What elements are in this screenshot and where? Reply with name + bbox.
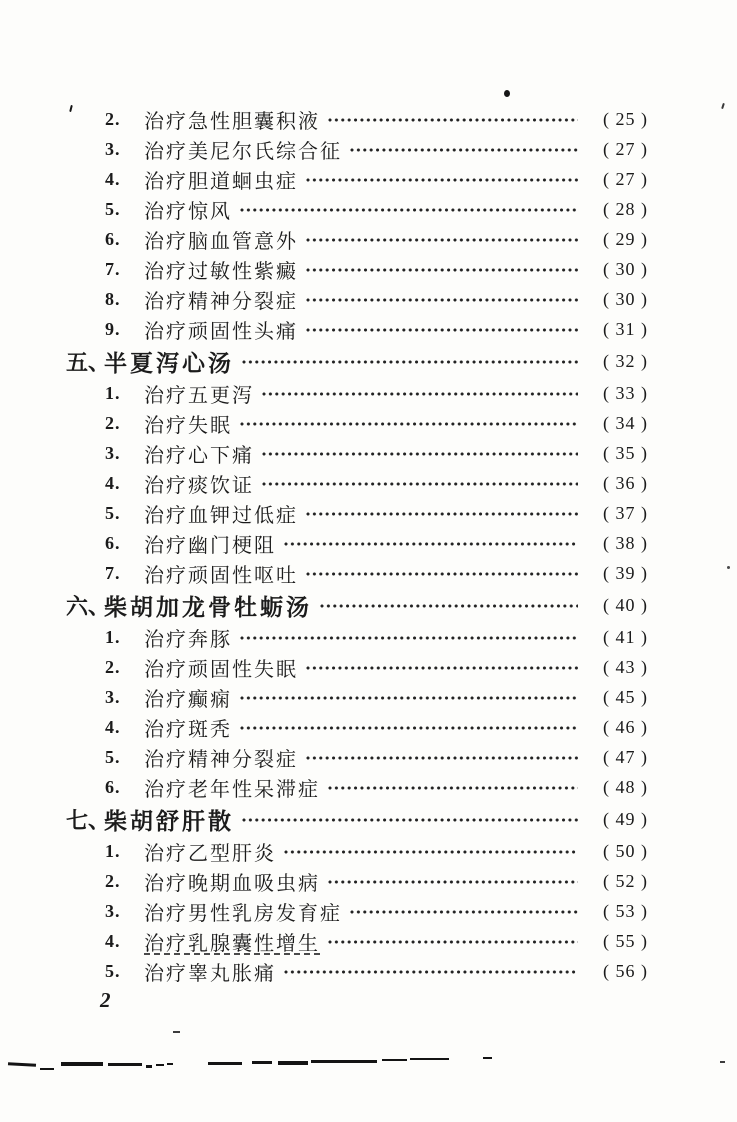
toc-entry-title: 治疗胆道蛔虫症 bbox=[144, 170, 298, 193]
toc-entry-number: 4. bbox=[105, 716, 121, 737]
toc-row bbox=[66, 742, 648, 772]
toc-entry-page: ( 55 ) bbox=[603, 930, 648, 951]
toc-row bbox=[66, 134, 648, 164]
toc-entry-page: ( 25 ) bbox=[603, 108, 648, 129]
toc-entry-page: ( 27 ) bbox=[603, 168, 648, 189]
toc-entry-page: ( 53 ) bbox=[603, 900, 648, 921]
toc-entry-title: 治疗急性胆囊积液 bbox=[144, 110, 320, 133]
dot-leader bbox=[306, 268, 578, 272]
toc-row bbox=[66, 378, 648, 408]
dot-leader bbox=[284, 542, 578, 546]
toc-entry-page: ( 40 ) bbox=[603, 594, 648, 615]
toc-entry-title: 治疗精神分裂症 bbox=[144, 748, 298, 771]
dot-leader bbox=[262, 392, 578, 396]
toc-entry-page: ( 48 ) bbox=[603, 776, 648, 797]
toc-row bbox=[66, 956, 648, 986]
toc-entry-number: 7. bbox=[105, 258, 121, 279]
dot-leader bbox=[306, 178, 578, 182]
toc-row bbox=[66, 836, 648, 866]
toc-entry-number: 2. bbox=[105, 656, 121, 677]
toc-entry-page: ( 28 ) bbox=[603, 198, 648, 219]
toc-row bbox=[66, 622, 648, 652]
toc-entry-title: 治疗五更泻 bbox=[144, 384, 254, 407]
toc-entry-number: 2. bbox=[105, 412, 121, 433]
toc-entry-number: 8. bbox=[105, 288, 121, 309]
toc-entry-page: ( 41 ) bbox=[603, 626, 648, 647]
dot-leader bbox=[240, 422, 578, 426]
toc-entry-number: 1. bbox=[105, 626, 121, 647]
toc-entry-page: ( 56 ) bbox=[603, 960, 648, 981]
toc-row bbox=[66, 254, 648, 284]
toc-entry-page: ( 45 ) bbox=[603, 686, 648, 707]
toc-list bbox=[66, 104, 648, 986]
toc-entry-title: 柴胡舒肝散 bbox=[104, 808, 234, 834]
dot-leader bbox=[240, 696, 578, 700]
toc-entry-title: 治疗老年性呆滞症 bbox=[144, 778, 320, 801]
dot-leader bbox=[242, 818, 578, 822]
page-number: 2 bbox=[100, 988, 112, 1012]
toc-entry-page: ( 39 ) bbox=[603, 562, 648, 583]
dot-leader bbox=[284, 850, 578, 854]
toc-row bbox=[66, 896, 648, 926]
toc-entry-title: 柴胡加龙骨牡蛎汤 bbox=[104, 594, 312, 620]
toc-entry-title: 治疗脑血管意外 bbox=[144, 230, 298, 253]
toc-row bbox=[66, 866, 648, 896]
toc-entry-page: ( 38 ) bbox=[603, 532, 648, 553]
toc-entry-title: 治疗过敏性紫癜 bbox=[144, 260, 298, 283]
dot-leader bbox=[262, 452, 578, 456]
dot-leader bbox=[262, 482, 578, 486]
toc-entry-number: 1. bbox=[105, 840, 121, 861]
dot-leader bbox=[328, 118, 578, 122]
toc-entry-number: 4. bbox=[105, 472, 121, 493]
toc-entry-page: ( 27 ) bbox=[603, 138, 648, 159]
toc-entry-page: ( 37 ) bbox=[603, 502, 648, 523]
toc-entry-number: 5. bbox=[105, 746, 121, 767]
toc-entry-title: 治疗顽固性失眠 bbox=[144, 658, 298, 681]
dot-leader bbox=[320, 604, 578, 608]
toc-entry-page: ( 49 ) bbox=[603, 808, 648, 829]
toc-entry-number: 6. bbox=[105, 228, 121, 249]
toc-entry-title: 治疗奔豚 bbox=[144, 628, 232, 651]
toc-entry-title: 治疗顽固性头痛 bbox=[144, 320, 298, 343]
toc-row bbox=[66, 498, 648, 528]
toc-entry-title: 治疗晚期血吸虫病 bbox=[144, 872, 320, 895]
dot-leader bbox=[240, 636, 578, 640]
toc-row bbox=[66, 802, 648, 836]
dot-leader bbox=[350, 910, 578, 914]
toc-entry-number: 4. bbox=[105, 168, 121, 189]
toc-entry-number: 9. bbox=[105, 318, 121, 339]
toc-entry-title: 治疗男性乳房发育症 bbox=[144, 902, 342, 925]
toc-entry-number: 5. bbox=[105, 502, 121, 523]
dot-leader bbox=[284, 970, 578, 974]
toc-entry-number: 五、 bbox=[66, 349, 111, 375]
toc-entry-page: ( 30 ) bbox=[603, 288, 648, 309]
toc-row bbox=[66, 104, 648, 134]
dot-leader bbox=[328, 940, 578, 944]
dot-leader bbox=[306, 756, 578, 760]
toc-entry-number: 6. bbox=[105, 532, 121, 553]
toc-entry-title: 治疗失眠 bbox=[144, 414, 232, 437]
toc-entry-page: ( 46 ) bbox=[603, 716, 648, 737]
toc-row bbox=[66, 164, 648, 194]
scan-speck-top-right bbox=[721, 103, 725, 109]
toc-entry-number: 3. bbox=[105, 442, 121, 463]
dot-leader bbox=[240, 208, 578, 212]
toc-row bbox=[66, 772, 648, 802]
toc-row bbox=[66, 558, 648, 588]
toc-row bbox=[66, 588, 648, 622]
toc-entry-page: ( 52 ) bbox=[603, 870, 648, 891]
dot-leader bbox=[306, 238, 578, 242]
toc-entry-number: 6. bbox=[105, 776, 121, 797]
toc-entry-page: ( 47 ) bbox=[603, 746, 648, 767]
toc-entry-page: ( 34 ) bbox=[603, 412, 648, 433]
dot-leader bbox=[240, 726, 578, 730]
toc-entry-title: 治疗精神分裂症 bbox=[144, 290, 298, 313]
toc-entry-number: 七、 bbox=[66, 807, 111, 833]
toc-entry-title: 治疗斑秃 bbox=[144, 718, 232, 741]
toc-entry-title: 治疗惊风 bbox=[144, 200, 232, 223]
toc-entry-page: ( 30 ) bbox=[603, 258, 648, 279]
toc-entry-title: 半夏泻心汤 bbox=[104, 350, 234, 376]
toc-entry-number: 4. bbox=[105, 930, 121, 951]
toc-entry-number: 1. bbox=[105, 382, 121, 403]
dot-leader bbox=[306, 328, 578, 332]
scan-speck-bottom-right bbox=[720, 1061, 725, 1063]
toc-entry-title: 治疗乙型肝炎 bbox=[144, 842, 276, 865]
dot-leader bbox=[306, 298, 578, 302]
toc-row bbox=[66, 468, 648, 498]
toc-entry-page: ( 29 ) bbox=[603, 228, 648, 249]
dot-leader bbox=[328, 880, 578, 884]
dot-leader bbox=[328, 786, 578, 790]
toc-row bbox=[66, 528, 648, 558]
toc-row bbox=[66, 926, 648, 956]
toc-entry-number: 5. bbox=[105, 198, 121, 219]
toc-entry-number: 3. bbox=[105, 900, 121, 921]
toc-entry-title: 治疗血钾过低症 bbox=[144, 504, 298, 527]
toc-entry-title: 治疗心下痛 bbox=[144, 444, 254, 467]
toc-entry-title: 治疗睾丸胀痛 bbox=[144, 962, 276, 985]
toc-entry-number: 2. bbox=[105, 108, 121, 129]
toc-entry-number: 3. bbox=[105, 686, 121, 707]
toc-row bbox=[66, 408, 648, 438]
toc-entry-page: ( 36 ) bbox=[603, 472, 648, 493]
toc-entry-title: 治疗乳腺囊性增生 bbox=[144, 932, 320, 955]
toc-entry-page: ( 33 ) bbox=[603, 382, 648, 403]
toc-entry-title: 治疗顽固性呕吐 bbox=[144, 564, 298, 587]
toc-entry-page: ( 50 ) bbox=[603, 840, 648, 861]
toc-entry-page: ( 43 ) bbox=[603, 656, 648, 677]
toc-entry-page: ( 31 ) bbox=[603, 318, 648, 339]
toc-row bbox=[66, 438, 648, 468]
dot-leader bbox=[242, 360, 578, 364]
toc-row bbox=[66, 314, 648, 344]
dot-leader bbox=[306, 572, 578, 576]
toc-entry-number: 5. bbox=[105, 960, 121, 981]
dot-leader bbox=[306, 512, 578, 516]
toc-row bbox=[66, 652, 648, 682]
toc-entry-title: 治疗痰饮证 bbox=[144, 474, 254, 497]
toc-entry-number: 六、 bbox=[66, 593, 111, 619]
toc-row bbox=[66, 344, 648, 378]
toc-row bbox=[66, 712, 648, 742]
toc-entry-page: ( 35 ) bbox=[603, 442, 648, 463]
toc-entry-number: 2. bbox=[105, 870, 121, 891]
toc-entry-title: 治疗幽门梗阻 bbox=[144, 534, 276, 557]
ink-dot-artifact bbox=[504, 90, 510, 97]
toc-entry-number: 7. bbox=[105, 562, 121, 583]
toc-row bbox=[66, 284, 648, 314]
scan-speck-bottom bbox=[173, 1031, 180, 1033]
toc-row bbox=[66, 224, 648, 254]
dot-leader bbox=[350, 148, 578, 152]
toc-row bbox=[66, 682, 648, 712]
toc-entry-title: 治疗美尼尔氏综合征 bbox=[144, 140, 342, 163]
dot-leader bbox=[306, 666, 578, 670]
toc-entry-number: 3. bbox=[105, 138, 121, 159]
toc-entry-title: 治疗癫痫 bbox=[144, 688, 232, 711]
toc-entry-page: ( 32 ) bbox=[603, 350, 648, 371]
scan-speck-right bbox=[727, 566, 730, 569]
toc-row bbox=[66, 194, 648, 224]
